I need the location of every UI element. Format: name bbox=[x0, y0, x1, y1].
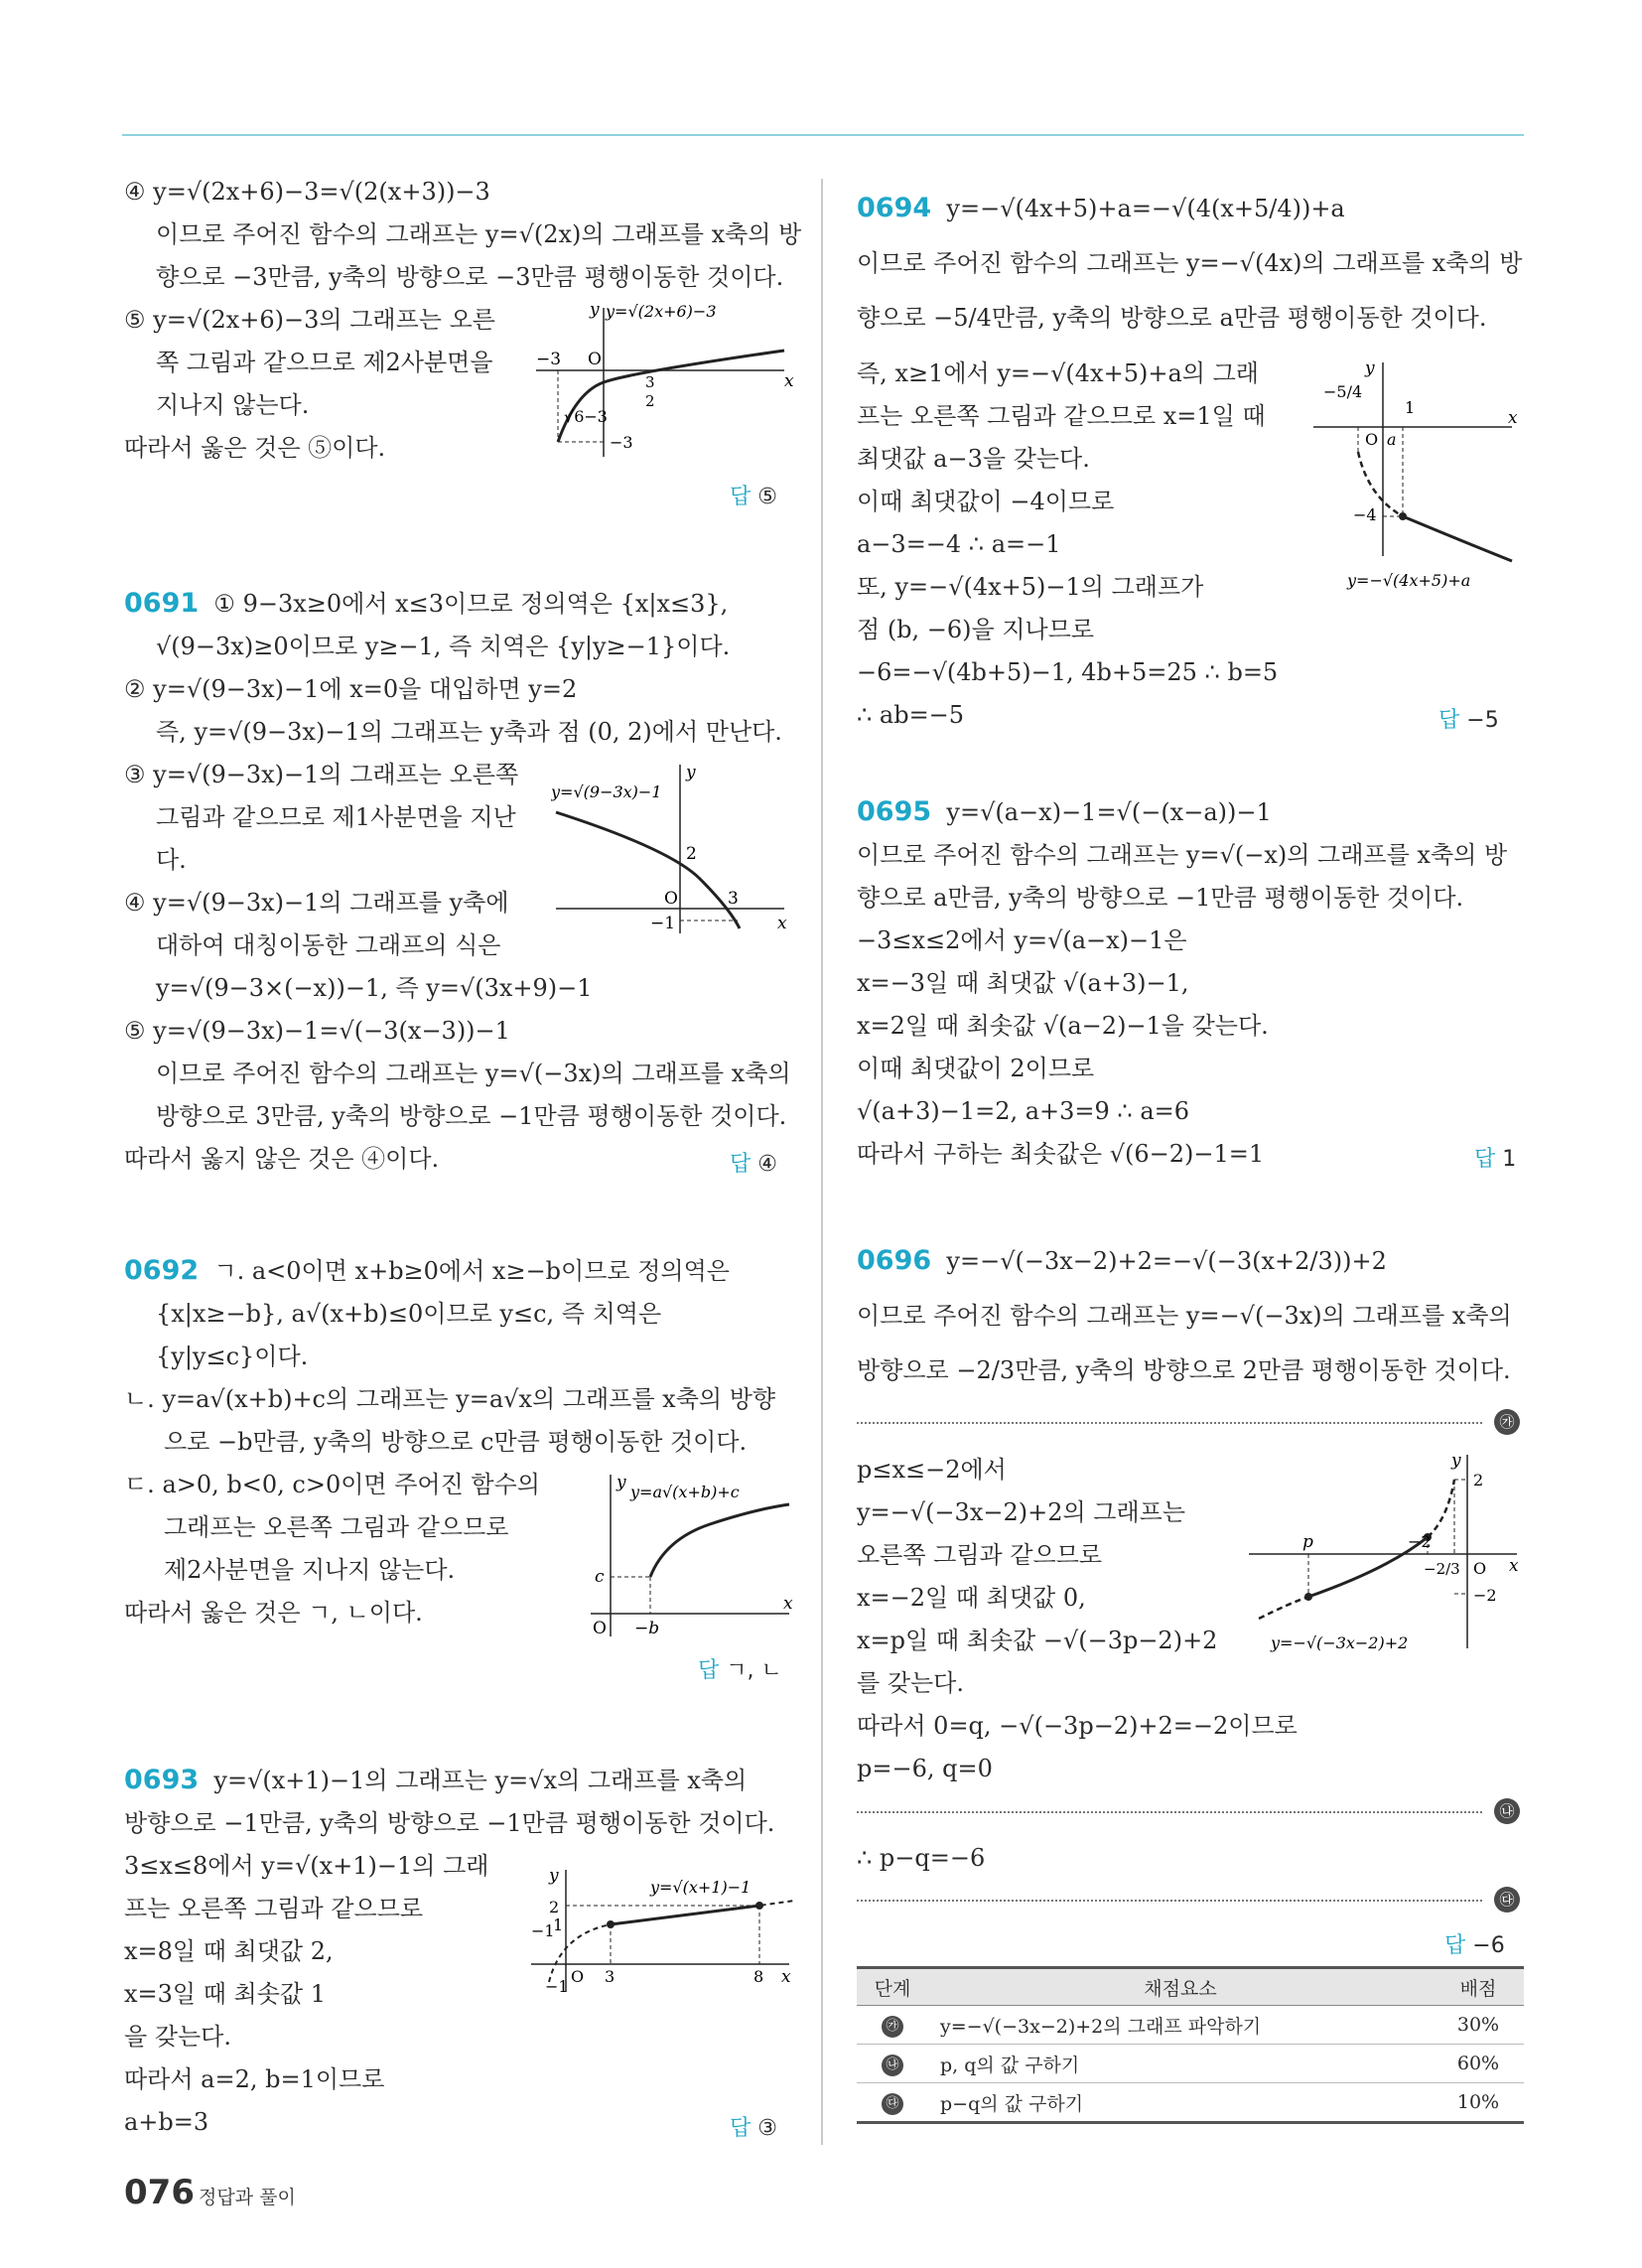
text-line: ④ y=√(2x+6)−3=√(2(x+3))−3 bbox=[124, 178, 490, 206]
text-line: x=2일 때 최솟값 √(a−2)−1을 갖는다. bbox=[857, 1012, 1269, 1040]
text-line: 지나지 않는다. bbox=[156, 391, 310, 419]
tick-3: 3 bbox=[728, 889, 739, 909]
row-item: p−q의 값 구하기 bbox=[928, 2083, 1433, 2123]
y-axis-label: y bbox=[549, 1866, 559, 1886]
step-mark-3: ㉰ bbox=[1494, 1887, 1520, 1913]
answer-0694: 답 −5 bbox=[1438, 708, 1499, 733]
text-line: 을 갖는다. bbox=[124, 2023, 231, 2051]
tick-8: 8 bbox=[753, 1967, 764, 1986]
tick-neg1y: −1 bbox=[545, 1977, 569, 1994]
text-line: ③ y=√(9−3x)−1의 그래프는 오른쪽 bbox=[124, 761, 519, 788]
text-line: {y|y≤c}이다. bbox=[156, 1343, 309, 1370]
step-separator bbox=[857, 1900, 1482, 1902]
table-row bbox=[857, 2083, 1524, 2123]
text-line: x=3일 때 최솟값 1 bbox=[124, 1980, 326, 2008]
tick-neg1x: −1 bbox=[531, 1921, 555, 1940]
graph-0694 bbox=[1313, 357, 1524, 591]
text-line: a−3=−4 ∴ a=−1 bbox=[857, 530, 1061, 558]
y-axis-label: y bbox=[616, 1473, 626, 1492]
x-axis-label: x bbox=[781, 1967, 791, 1987]
text-line: ∴ p−q=−6 bbox=[857, 1844, 986, 1872]
text-line: x=−2일 때 최댓값 0, bbox=[857, 1584, 1086, 1612]
text-line: 이므로 주어진 함수의 그래프는 y=√(2x)의 그래프를 x축의 방 bbox=[156, 220, 802, 248]
text-line: 다. bbox=[156, 846, 187, 874]
text-line: 오른쪽 그림과 같으므로 bbox=[857, 1541, 1103, 1569]
text-line: 으로 −b만큼, y축의 방향으로 c만큼 평행이동한 것이다. bbox=[164, 1428, 748, 1456]
tick-neg4: −4 bbox=[1353, 505, 1377, 524]
row-item: p, q의 값 구하기 bbox=[928, 2045, 1433, 2083]
step-separator bbox=[857, 1811, 1482, 1813]
text-line: 프는 오른쪽 그림과 같으므로 x=1일 때 bbox=[857, 402, 1266, 430]
text-line: y=−√(−3x−2)+2의 그래프는 bbox=[857, 1498, 1186, 1526]
y-axis-label: y bbox=[1451, 1451, 1461, 1471]
problem-0694-line: 0694 y=−√(4x+5)+a=−√(4(x+5/4))+a bbox=[857, 193, 1345, 223]
text-line: 쪽 그림과 같으므로 제2사분면을 bbox=[156, 349, 493, 376]
text-line: a+b=3 bbox=[124, 2108, 209, 2136]
text-line: ∴ ab=−5 bbox=[857, 701, 965, 729]
text-line: x=p일 때 최솟값 −√(−3p−2)+2 bbox=[857, 1627, 1218, 1654]
text-line: 제2사분면을 지나지 않는다. bbox=[164, 1556, 456, 1584]
y-axis-label: y bbox=[1365, 358, 1375, 378]
text-line: 향으로 −3만큼, y축의 방향으로 −3만큼 평행이동한 것이다. bbox=[156, 263, 784, 291]
text-line: 그래프는 오른쪽 그림과 같으므로 bbox=[164, 1513, 509, 1541]
table-row bbox=[857, 2045, 1524, 2083]
root-label: √6−3 bbox=[564, 407, 608, 426]
table-header bbox=[857, 1968, 1524, 2006]
answer-intro: 답 ⑤ bbox=[730, 485, 777, 509]
answer-0691: 답 ④ bbox=[730, 1152, 777, 1177]
tick-frac: −5/4 bbox=[1323, 382, 1363, 401]
x-axis-label: x bbox=[1508, 408, 1518, 428]
text-line: 이때 최댓값이 −4이므로 bbox=[857, 488, 1115, 515]
problem-number: 0692 bbox=[124, 1255, 200, 1286]
step-mark-1: ㉮ bbox=[1494, 1409, 1520, 1435]
row-step: ㉯ bbox=[857, 2045, 928, 2083]
frac-den: 2 bbox=[645, 392, 655, 410]
top-rule bbox=[122, 134, 1524, 136]
answer-0695: 답 1 bbox=[1474, 1147, 1517, 1172]
text-line: {x|x≥−b}, a√(x+b)≤0이므로 y≤c, 즉 치역은 bbox=[156, 1300, 662, 1328]
graph-label: y=a√(x+b)+c bbox=[630, 1483, 740, 1501]
text-line: ⑤ y=√(9−3x)−1=√(−3(x−3))−1 bbox=[124, 1017, 510, 1045]
row-score: 60% bbox=[1433, 2045, 1524, 2083]
tick-3: 3 bbox=[605, 1967, 616, 1986]
tick-neg3: −3 bbox=[536, 350, 562, 369]
text-line: 점 (b, −6)을 지나므로 bbox=[857, 616, 1095, 643]
problem-number: 0694 bbox=[857, 193, 932, 223]
page-label: 정답과 풀이 bbox=[199, 2187, 296, 2208]
row-score: 10% bbox=[1433, 2083, 1524, 2123]
graph-label: y=√(2x+6)−3 bbox=[606, 303, 717, 321]
text-line: 이때 최댓값이 2이므로 bbox=[857, 1055, 1095, 1082]
header-item: 채점요소 bbox=[928, 1968, 1433, 2006]
text-line: y=√(9−3×(−x))−1, 즉 y=√(3x+9)−1 bbox=[156, 974, 593, 1002]
tick-neg1: −1 bbox=[650, 914, 676, 933]
text-line: 향으로 a만큼, y축의 방향으로 −1만큼 평행이동한 것이다. bbox=[857, 884, 1464, 912]
text-line: 따라서 0=q, −√(−3p−2)+2=−2이므로 bbox=[857, 1712, 1298, 1740]
text-line: ㄴ. y=a√(x+b)+c의 그래프는 y=a√x의 그래프를 x축의 방향 bbox=[124, 1385, 776, 1413]
text-line: 따라서 a=2, b=1이므로 bbox=[124, 2065, 385, 2093]
origin-label: O bbox=[664, 889, 678, 909]
text-line: x=8일 때 최댓값 2, bbox=[124, 1937, 334, 1965]
text-line: 를 갖는다. bbox=[857, 1669, 964, 1697]
text-line: 이므로 주어진 함수의 그래프는 y=−√(4x)의 그래프를 x축의 방 bbox=[857, 249, 1523, 277]
text-line: 방향으로 −2/3만큼, y축의 방향으로 2만큼 평행이동한 것이다. bbox=[857, 1356, 1511, 1384]
text-line: 방향으로 −1만큼, y축의 방향으로 −1만큼 평행이동한 것이다. bbox=[124, 1809, 775, 1837]
header-score: 배점 bbox=[1433, 1968, 1524, 2006]
tick-frac: −2/3 bbox=[1424, 1560, 1460, 1578]
text-line: 이므로 주어진 함수의 그래프는 y=−√(−3x)의 그래프를 x축의 bbox=[857, 1302, 1512, 1330]
text-line: ㄷ. a>0, b<0, c>0이면 주어진 함수의 bbox=[124, 1471, 540, 1498]
text-line: √(9−3x)≥0이므로 y≥−1, 즉 치역은 {y|y≥−1}이다. bbox=[156, 633, 731, 660]
answer-0693: 답 ③ bbox=[730, 2116, 777, 2141]
graph-label: y=√(x+1)−1 bbox=[650, 1878, 752, 1897]
text-line: 또, y=−√(4x+5)−1의 그래프가 bbox=[857, 573, 1204, 601]
a-label: a bbox=[1387, 430, 1397, 449]
graph-0693 bbox=[531, 1865, 799, 1994]
text-line: −6=−√(4b+5)−1, 4b+5=25 ∴ b=5 bbox=[857, 658, 1279, 686]
text-line: 방향으로 3만큼, y축의 방향으로 −1만큼 평행이동한 것이다. bbox=[156, 1102, 787, 1130]
text-line: 따라서 옳은 것은 ㄱ, ㄴ이다. bbox=[124, 1599, 423, 1627]
step-mark-2: ㉯ bbox=[1494, 1798, 1520, 1824]
origin-label: O bbox=[1473, 1559, 1487, 1578]
x-axis-label: x bbox=[1509, 1556, 1519, 1576]
text-line: √(a+3)−1=2, a+3=9 ∴ a=6 bbox=[857, 1097, 1190, 1125]
y-axis-label: y bbox=[590, 303, 600, 320]
problem-number: 0696 bbox=[857, 1245, 932, 1276]
problem-0692-line: 0692 ㄱ. a<0이면 x+b≥0에서 x≥−b이므로 정의역은 bbox=[124, 1255, 730, 1286]
header-step: 단계 bbox=[857, 1968, 928, 2006]
graph-label: y=−√(−3x−2)+2 bbox=[1271, 1633, 1409, 1652]
text-line: 대하여 대칭이동한 그래프의 식은 bbox=[156, 931, 501, 959]
origin-label: O bbox=[1365, 430, 1379, 449]
row-item: y=−√(−3x−2)+2의 그래프 파악하기 bbox=[928, 2006, 1433, 2045]
tick-1: 1 bbox=[1405, 398, 1416, 417]
p-label: p bbox=[1302, 1532, 1313, 1552]
text-line: p≤x≤−2에서 bbox=[857, 1456, 1007, 1484]
page-number: 076 bbox=[124, 2173, 195, 2212]
x-axis-label: x bbox=[777, 914, 787, 933]
step-separator bbox=[857, 1422, 1482, 1424]
graph-label: y=−√(4x+5)+a bbox=[1347, 571, 1471, 590]
text-line: x=−3일 때 최댓값 √(a+3)−1, bbox=[857, 969, 1189, 997]
tick-negb: −b bbox=[634, 1619, 660, 1638]
c-label: c bbox=[595, 1567, 605, 1587]
problem-number: 0695 bbox=[857, 796, 932, 827]
row-step: ㉰ bbox=[857, 2083, 928, 2123]
table-row bbox=[857, 2006, 1524, 2045]
problem-number: 0691 bbox=[124, 588, 200, 619]
text-line: 따라서 구하는 최솟값은 √(6−2)−1=1 bbox=[857, 1140, 1265, 1168]
tick-neg2y: −2 bbox=[1473, 1586, 1497, 1605]
text-line: 이므로 주어진 함수의 그래프는 y=√(−3x)의 그래프를 x축의 bbox=[156, 1060, 791, 1087]
column-divider bbox=[821, 179, 823, 2145]
x-axis-label: x bbox=[783, 1594, 793, 1614]
problem-0695-line: 0695 y=√(a−x)−1=√(−(x−a))−1 bbox=[857, 796, 1272, 827]
text-line: 그림과 같으므로 제1사분면을 지난 bbox=[156, 803, 516, 831]
text-line: 즉, y=√(9−3x)−1의 그래프는 y축과 점 (0, 2)에서 만난다. bbox=[156, 718, 782, 746]
answer-0696: 답 −6 bbox=[1444, 1933, 1505, 1958]
text-line: ⑤ y=√(2x+6)−3의 그래프는 오른 bbox=[124, 306, 495, 334]
origin-label: O bbox=[588, 350, 602, 369]
tick-neg2: −2 bbox=[1408, 1532, 1432, 1551]
graph-0692 bbox=[591, 1470, 799, 1638]
tick-2: 2 bbox=[549, 1898, 560, 1916]
text-line: ④ y=√(9−3x)−1의 그래프를 y축에 bbox=[124, 889, 509, 917]
text-line: −3≤x≤2에서 y=√(a−x)−1은 bbox=[857, 926, 1187, 954]
text-line: p=−6, q=0 bbox=[857, 1755, 993, 1782]
tick-2: 2 bbox=[686, 844, 697, 864]
graph-0696 bbox=[1249, 1450, 1524, 1653]
tick-2: 2 bbox=[1473, 1471, 1484, 1489]
text-line: 프는 오른쪽 그림과 같으므로 bbox=[124, 1895, 424, 1922]
row-step: ㉮ bbox=[857, 2006, 928, 2045]
text-line: 3≤x≤8에서 y=√(x+1)−1의 그래 bbox=[124, 1852, 489, 1880]
problem-number: 0693 bbox=[124, 1765, 200, 1795]
text-line: 최댓값 a−3을 갖는다. bbox=[857, 445, 1090, 473]
text-line: 따라서 옳은 것은 ⑤이다. bbox=[124, 434, 386, 462]
graph-0691 bbox=[551, 760, 799, 938]
low-label: −3 bbox=[610, 433, 633, 452]
origin-label: O bbox=[571, 1967, 585, 1986]
x-axis-label: x bbox=[784, 371, 794, 391]
y-axis-label: y bbox=[686, 763, 696, 782]
text-line: 따라서 옳지 않은 것은 ④이다. bbox=[124, 1145, 440, 1173]
problem-0691-line: 0691 ① 9−3x≥0에서 x≤3이므로 정의역은 {x|x≤3}, bbox=[124, 588, 729, 619]
text-line: 이므로 주어진 함수의 그래프는 y=√(−x)의 그래프를 x축의 방 bbox=[857, 841, 1508, 869]
frac-num: 3 bbox=[645, 373, 655, 391]
text-line: 향으로 −5/4만큼, y축의 방향으로 a만큼 평행이동한 것이다. bbox=[857, 304, 1487, 332]
origin-label: O bbox=[593, 1619, 607, 1638]
problem-0693-line: 0693 y=√(x+1)−1의 그래프는 y=√x의 그래프를 x축의 bbox=[124, 1765, 748, 1795]
problem-0696-line: 0696 y=−√(−3x−2)+2=−√(−3(x+2/3))+2 bbox=[857, 1245, 1387, 1276]
text-line: 즉, x≥1에서 y=−√(4x+5)+a의 그래 bbox=[857, 359, 1259, 387]
row-score: 30% bbox=[1433, 2006, 1524, 2045]
text-line: ② y=√(9−3x)−1에 x=0을 대입하면 y=2 bbox=[124, 675, 578, 703]
graph-intro bbox=[536, 303, 794, 462]
answer-0692: 답 ㄱ, ㄴ bbox=[698, 1658, 782, 1683]
tick-1: 1 bbox=[553, 1915, 564, 1934]
scoring-table bbox=[857, 1966, 1524, 2124]
graph-label: y=√(9−3x)−1 bbox=[551, 782, 662, 801]
